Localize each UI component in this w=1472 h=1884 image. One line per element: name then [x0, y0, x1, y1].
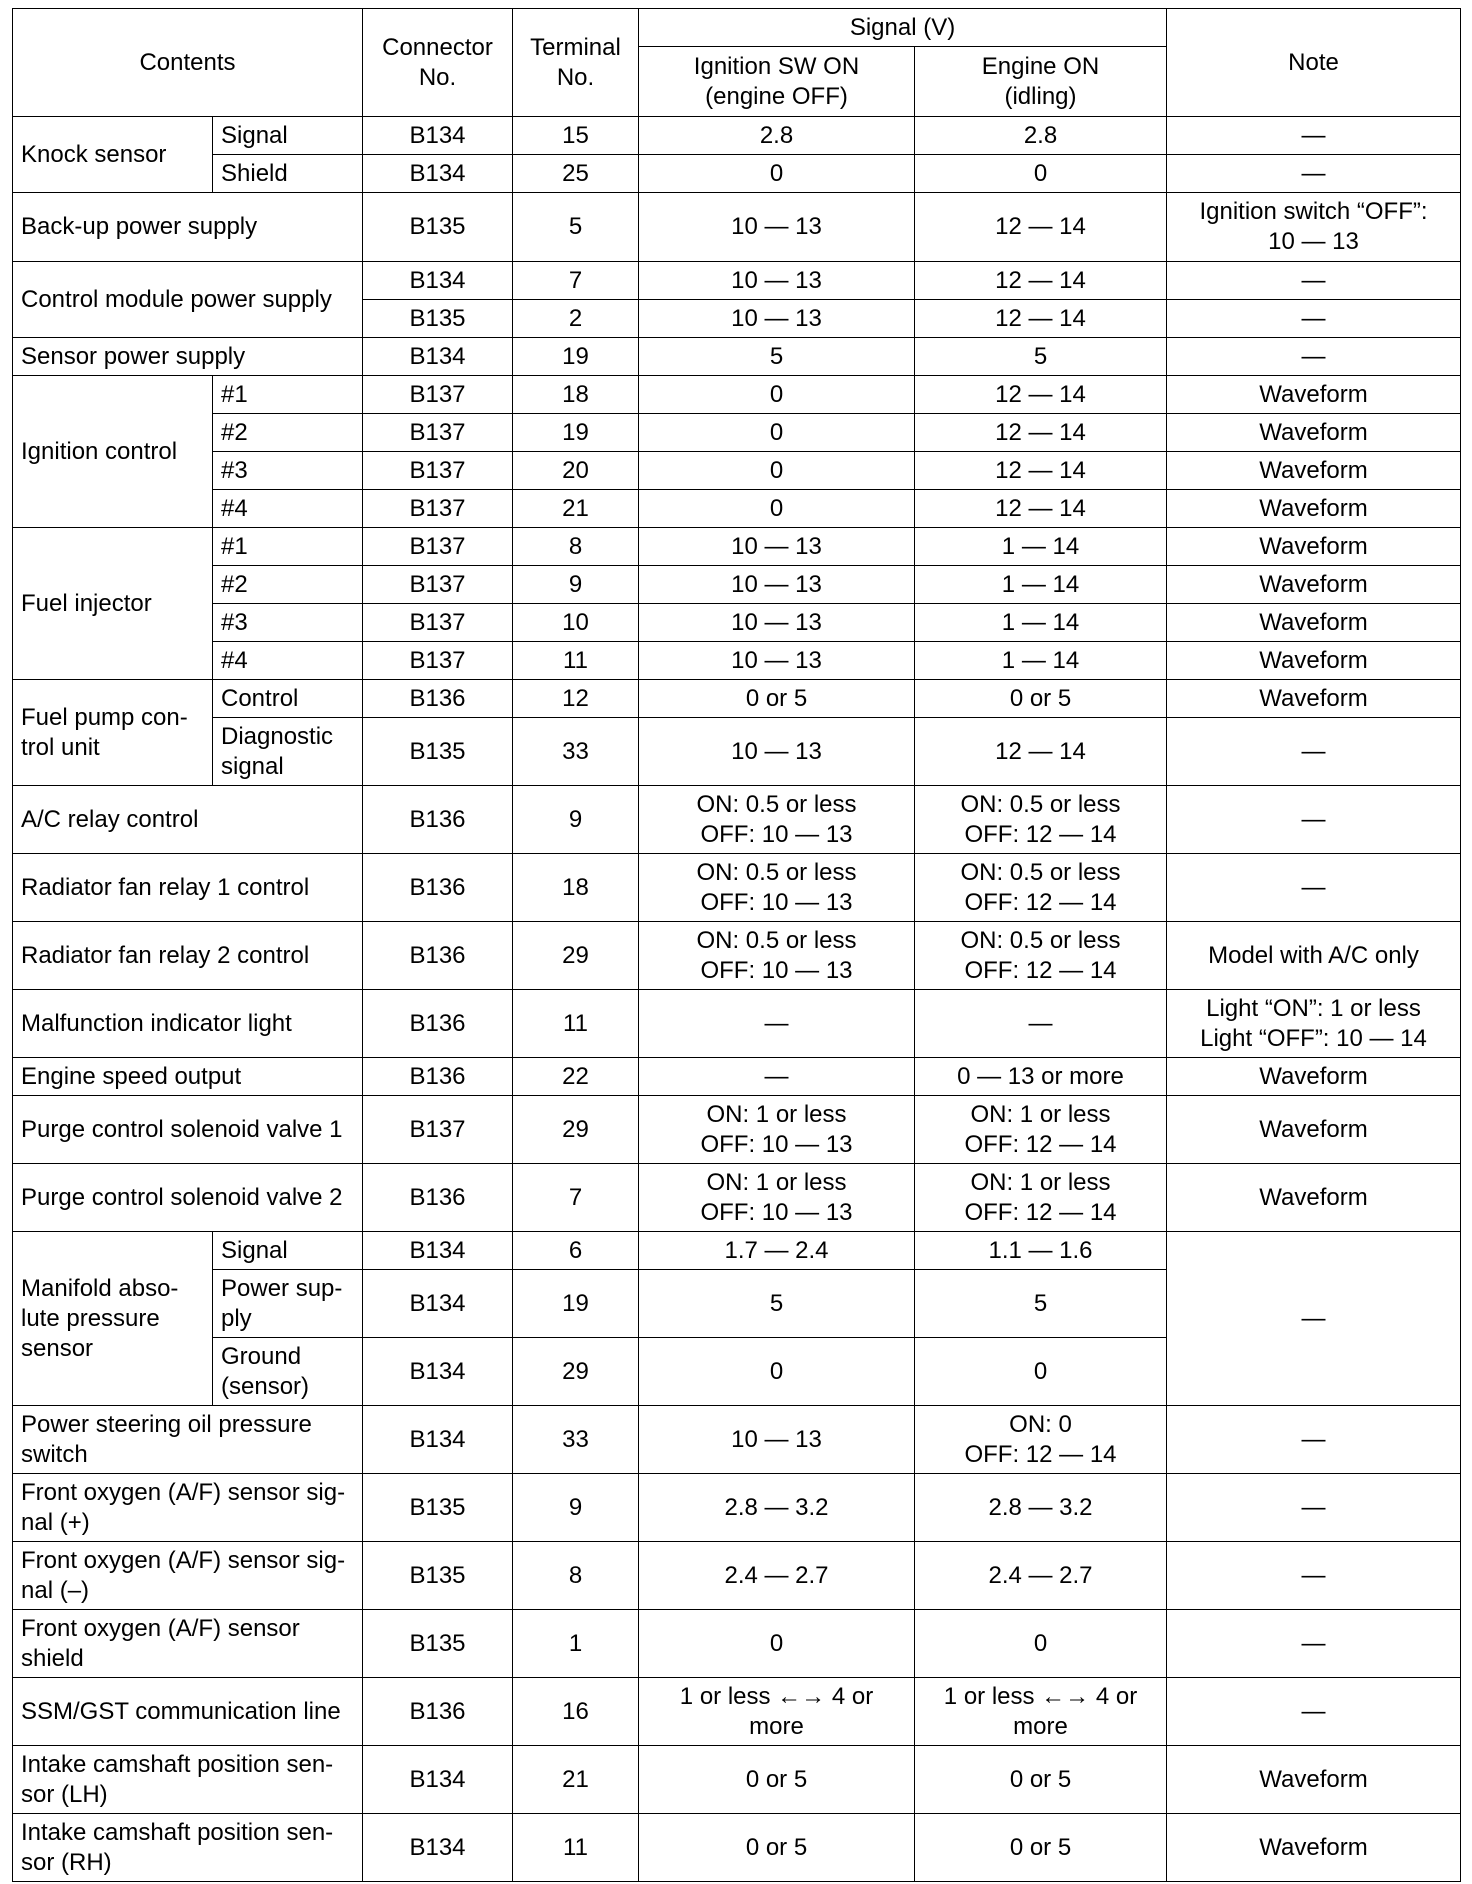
table-row: [13, 1406, 1461, 1474]
sub-label: #2: [213, 566, 363, 604]
group-label: A/C relay control: [13, 786, 363, 854]
connector-cell: B136: [363, 990, 513, 1058]
table-row: [13, 642, 1461, 680]
group-label: Intake camshaft position sen- sor (RH): [13, 1814, 363, 1882]
group-label: Purge control solenoid valve 2: [13, 1164, 363, 1232]
terminal-cell: 7: [513, 262, 639, 300]
engine-on-cell: 0 or 5: [915, 1746, 1167, 1814]
engine-on-cell: 12 — 14: [915, 414, 1167, 452]
ignition-on-cell: 10 — 13: [639, 300, 915, 338]
terminal-cell: 11: [513, 642, 639, 680]
sub-label: #4: [213, 490, 363, 528]
table-row: [13, 338, 1461, 376]
terminal-cell: 1: [513, 1610, 639, 1678]
connector-cell: B137: [363, 604, 513, 642]
terminal-cell: 5: [513, 193, 639, 262]
group-label: Fuel injector: [13, 528, 213, 680]
terminal-cell: 18: [513, 376, 639, 414]
table-row: [13, 1542, 1461, 1610]
table-row: [13, 1678, 1461, 1746]
ignition-on-cell: ON: 1 or less OFF: 10 — 13: [639, 1096, 915, 1164]
terminal-cell: 15: [513, 117, 639, 155]
note-cell: —: [1167, 1678, 1461, 1746]
ignition-on-cell: 10 — 13: [639, 642, 915, 680]
connector-cell: B136: [363, 1058, 513, 1096]
table-row: [13, 155, 1461, 193]
note-cell: Waveform: [1167, 680, 1461, 718]
group-label: Front oxygen (A/F) sensor sig- nal (+): [13, 1474, 363, 1542]
sub-label: #4: [213, 642, 363, 680]
table-row: [13, 452, 1461, 490]
connector-cell: B135: [363, 300, 513, 338]
terminal-cell: 11: [513, 990, 639, 1058]
ignition-on-cell: 5: [639, 338, 915, 376]
engine-on-cell: 0 — 13 or more: [915, 1058, 1167, 1096]
ignition-on-cell: 0: [639, 1338, 915, 1406]
note-cell: Waveform: [1167, 452, 1461, 490]
engine-on-cell: 2.8: [915, 117, 1167, 155]
terminal-cell: 20: [513, 452, 639, 490]
connector-cell: B135: [363, 718, 513, 786]
engine-on-cell: ON: 0.5 or less OFF: 12 — 14: [915, 922, 1167, 990]
ignition-on-cell: 0: [639, 376, 915, 414]
note-cell: —: [1167, 854, 1461, 922]
header-row-1: [13, 9, 1461, 47]
ignition-on-cell: —: [639, 990, 915, 1058]
ignition-on-cell: 2.8: [639, 117, 915, 155]
ignition-on-cell: 10 — 13: [639, 262, 915, 300]
header-terminal: Terminal No.: [513, 9, 639, 117]
terminal-cell: 22: [513, 1058, 639, 1096]
ignition-on-cell: —: [639, 1058, 915, 1096]
engine-on-cell: —: [915, 990, 1167, 1058]
connector-cell: B136: [363, 854, 513, 922]
note-cell: —: [1167, 300, 1461, 338]
connector-cell: B134: [363, 155, 513, 193]
connector-cell: B135: [363, 193, 513, 262]
engine-on-cell: 12 — 14: [915, 262, 1167, 300]
note-cell: Waveform: [1167, 566, 1461, 604]
connector-cell: B134: [363, 338, 513, 376]
engine-on-cell: 12 — 14: [915, 718, 1167, 786]
note-cell: —: [1167, 117, 1461, 155]
ignition-on-cell: ON: 0.5 or less OFF: 10 — 13: [639, 922, 915, 990]
sub-label: Power sup- ply: [213, 1270, 363, 1338]
connector-cell: B134: [363, 1746, 513, 1814]
terminal-cell: 21: [513, 1746, 639, 1814]
note-cell: Waveform: [1167, 1096, 1461, 1164]
ignition-on-cell: 0: [639, 414, 915, 452]
connector-cell: B134: [363, 1406, 513, 1474]
note-cell: Waveform: [1167, 1814, 1461, 1882]
connector-cell: B137: [363, 1096, 513, 1164]
sub-label: Diagnostic signal: [213, 718, 363, 786]
note-cell: —: [1167, 718, 1461, 786]
sub-label: #3: [213, 452, 363, 490]
table-row: [13, 490, 1461, 528]
table-row: [13, 528, 1461, 566]
note-cell: Waveform: [1167, 1746, 1461, 1814]
terminal-cell: 18: [513, 854, 639, 922]
engine-on-cell: 2.4 — 2.7: [915, 1542, 1167, 1610]
connector-cell: B134: [363, 117, 513, 155]
engine-on-cell: 0 or 5: [915, 680, 1167, 718]
sub-label: Ground (sensor): [213, 1338, 363, 1406]
sub-label: #1: [213, 528, 363, 566]
terminal-cell: 2: [513, 300, 639, 338]
engine-on-cell: 0 or 5: [915, 1814, 1167, 1882]
engine-on-cell: ON: 0.5 or less OFF: 12 — 14: [915, 786, 1167, 854]
engine-on-cell: 0: [915, 155, 1167, 193]
engine-on-cell: 0: [915, 1338, 1167, 1406]
header-signal: Signal (V): [639, 9, 1167, 47]
terminal-cell: 6: [513, 1232, 639, 1270]
ignition-on-cell: 10 — 13: [639, 528, 915, 566]
note-cell: Waveform: [1167, 528, 1461, 566]
group-label: Knock sensor: [13, 117, 213, 193]
engine-on-cell: 12 — 14: [915, 300, 1167, 338]
engine-on-cell: 12 — 14: [915, 452, 1167, 490]
note-cell: Waveform: [1167, 376, 1461, 414]
terminal-cell: 8: [513, 528, 639, 566]
note-cell: Waveform: [1167, 490, 1461, 528]
terminal-cell: 10: [513, 604, 639, 642]
group-label: Sensor power supply: [13, 338, 363, 376]
ignition-on-cell: 0: [639, 452, 915, 490]
table-row: [13, 718, 1461, 786]
note-cell: Waveform: [1167, 604, 1461, 642]
engine-on-cell: ON: 0.5 or less OFF: 12 — 14: [915, 854, 1167, 922]
table-row: [13, 193, 1461, 262]
terminal-cell: 9: [513, 1474, 639, 1542]
note-cell: Light “ON”: 1 or less Light “OFF”: 10 — 14: [1167, 990, 1461, 1058]
table-row: [13, 376, 1461, 414]
ignition-on-cell: ON: 0.5 or less OFF: 10 — 13: [639, 786, 915, 854]
note-cell: —: [1167, 338, 1461, 376]
terminal-cell: 8: [513, 1542, 639, 1610]
table-row: [13, 1610, 1461, 1678]
ignition-on-cell: 10 — 13: [639, 1406, 915, 1474]
terminal-cell: 29: [513, 922, 639, 990]
engine-on-cell: ON: 0 OFF: 12 — 14: [915, 1406, 1167, 1474]
sub-label: Signal: [213, 1232, 363, 1270]
terminal-cell: 33: [513, 718, 639, 786]
connector-cell: B134: [363, 262, 513, 300]
group-label: Manifold abso- lute pressure sensor: [13, 1232, 213, 1406]
engine-on-cell: ON: 1 or less OFF: 12 — 14: [915, 1096, 1167, 1164]
table-row: [13, 786, 1461, 854]
engine-on-cell: ON: 1 or less OFF: 12 — 14: [915, 1164, 1167, 1232]
terminal-cell: 19: [513, 338, 639, 376]
ignition-on-cell: 0 or 5: [639, 1746, 915, 1814]
engine-on-cell: 1 — 14: [915, 642, 1167, 680]
table-row: [13, 922, 1461, 990]
connector-cell: B136: [363, 680, 513, 718]
note-cell: —: [1167, 1474, 1461, 1542]
connector-cell: B137: [363, 376, 513, 414]
terminal-cell: 19: [513, 1270, 639, 1338]
ignition-on-cell: 2.8 — 3.2: [639, 1474, 915, 1542]
group-label: Malfunction indicator light: [13, 990, 363, 1058]
connector-cell: B136: [363, 1678, 513, 1746]
ignition-on-cell: ON: 0.5 or less OFF: 10 — 13: [639, 854, 915, 922]
connector-cell: B135: [363, 1474, 513, 1542]
engine-on-cell: 5: [915, 1270, 1167, 1338]
engine-on-cell: 1 — 14: [915, 604, 1167, 642]
engine-on-cell: 1 — 14: [915, 528, 1167, 566]
note-cell: Waveform: [1167, 1058, 1461, 1096]
group-label: Control module power supply: [13, 262, 363, 338]
terminal-cell: 19: [513, 414, 639, 452]
header-contents: Contents: [13, 9, 363, 117]
table-row: [13, 1746, 1461, 1814]
group-label: Radiator fan relay 1 control: [13, 854, 363, 922]
header-connector: Connector No.: [363, 9, 513, 117]
connector-cell: B137: [363, 490, 513, 528]
header-ignition-sw-on: Ignition SW ON (engine OFF): [639, 47, 915, 117]
connector-cell: B137: [363, 566, 513, 604]
connector-cell: B134: [363, 1232, 513, 1270]
terminal-cell: 9: [513, 786, 639, 854]
engine-on-cell: 2.8 — 3.2: [915, 1474, 1167, 1542]
note-cell: —: [1167, 1610, 1461, 1678]
terminal-cell: 21: [513, 490, 639, 528]
connector-cell: B136: [363, 786, 513, 854]
note-cell: —: [1167, 1542, 1461, 1610]
terminal-cell: 7: [513, 1164, 639, 1232]
connector-cell: B137: [363, 414, 513, 452]
engine-on-cell: 0: [915, 1610, 1167, 1678]
connector-cell: B136: [363, 1164, 513, 1232]
ignition-on-cell: 2.4 — 2.7: [639, 1542, 915, 1610]
group-label: Back-up power supply: [13, 193, 363, 262]
engine-on-cell: 12 — 14: [915, 376, 1167, 414]
note-cell: —: [1167, 1232, 1461, 1406]
terminal-cell: 9: [513, 566, 639, 604]
terminal-cell: 25: [513, 155, 639, 193]
connector-cell: B137: [363, 452, 513, 490]
ignition-on-cell: 0: [639, 1610, 915, 1678]
terminal-cell: 29: [513, 1338, 639, 1406]
ignition-on-cell: 10 — 13: [639, 718, 915, 786]
note-cell: —: [1167, 1406, 1461, 1474]
connector-cell: B134: [363, 1814, 513, 1882]
connector-cell: B135: [363, 1610, 513, 1678]
ignition-on-cell: 0: [639, 155, 915, 193]
group-label: Front oxygen (A/F) sensor sig- nal (–): [13, 1542, 363, 1610]
terminal-cell: 29: [513, 1096, 639, 1164]
table-row: [13, 1474, 1461, 1542]
ignition-on-cell: 5: [639, 1270, 915, 1338]
table-row: [13, 262, 1461, 300]
table-row: [13, 1096, 1461, 1164]
table-row: [13, 1164, 1461, 1232]
sub-label: #3: [213, 604, 363, 642]
table-row: [13, 990, 1461, 1058]
engine-on-cell: 12 — 14: [915, 193, 1167, 262]
table-row: [13, 1232, 1461, 1270]
table-row: [13, 414, 1461, 452]
ignition-on-cell: 10 — 13: [639, 193, 915, 262]
group-label: Fuel pump con- trol unit: [13, 680, 213, 786]
table-row: [13, 604, 1461, 642]
ignition-on-cell: ON: 1 or less OFF: 10 — 13: [639, 1164, 915, 1232]
table-row: [13, 1058, 1461, 1096]
group-label: Power steering oil pressure switch: [13, 1406, 363, 1474]
header-engine-on: Engine ON (idling): [915, 47, 1167, 117]
sub-label: Shield: [213, 155, 363, 193]
ignition-on-cell: 0: [639, 490, 915, 528]
ignition-on-cell: 1 or less ←→ 4 or more: [639, 1678, 915, 1746]
terminal-cell: 12: [513, 680, 639, 718]
ignition-on-cell: 1.7 — 2.4: [639, 1232, 915, 1270]
engine-on-cell: 1.1 — 1.6: [915, 1232, 1167, 1270]
ignition-on-cell: 10 — 13: [639, 566, 915, 604]
table-row: [13, 566, 1461, 604]
sub-label: Control: [213, 680, 363, 718]
group-label: SSM/GST communication line: [13, 1678, 363, 1746]
sub-label: #1: [213, 376, 363, 414]
engine-on-cell: 5: [915, 338, 1167, 376]
group-label: Radiator fan relay 2 control: [13, 922, 363, 990]
connector-cell: B134: [363, 1270, 513, 1338]
connector-cell: B134: [363, 1338, 513, 1406]
engine-on-cell: 1 — 14: [915, 566, 1167, 604]
note-cell: —: [1167, 155, 1461, 193]
table-row: [13, 854, 1461, 922]
note-cell: Waveform: [1167, 1164, 1461, 1232]
note-cell: Model with A/C only: [1167, 922, 1461, 990]
note-cell: —: [1167, 786, 1461, 854]
terminal-voltage-table: [12, 8, 1461, 1882]
note-cell: Waveform: [1167, 414, 1461, 452]
connector-cell: B137: [363, 528, 513, 566]
sub-label: #2: [213, 414, 363, 452]
group-label: Front oxygen (A/F) sensor shield: [13, 1610, 363, 1678]
group-label: Engine speed output: [13, 1058, 363, 1096]
group-label: Purge control solenoid valve 1: [13, 1096, 363, 1164]
terminal-cell: 11: [513, 1814, 639, 1882]
note-cell: —: [1167, 262, 1461, 300]
ignition-on-cell: 10 — 13: [639, 604, 915, 642]
table-row: [13, 117, 1461, 155]
engine-on-cell: 12 — 14: [915, 490, 1167, 528]
table-row: [13, 680, 1461, 718]
ignition-on-cell: 0 or 5: [639, 1814, 915, 1882]
sub-label: Signal: [213, 117, 363, 155]
note-cell: Waveform: [1167, 642, 1461, 680]
terminal-cell: 33: [513, 1406, 639, 1474]
connector-cell: B136: [363, 922, 513, 990]
ignition-on-cell: 0 or 5: [639, 680, 915, 718]
header-note: Note: [1167, 9, 1461, 117]
terminal-cell: 16: [513, 1678, 639, 1746]
connector-cell: B137: [363, 642, 513, 680]
engine-on-cell: 1 or less ←→ 4 or more: [915, 1678, 1167, 1746]
note-cell: Ignition switch “OFF”: 10 — 13: [1167, 193, 1461, 262]
group-label: Ignition control: [13, 376, 213, 528]
table-row: [13, 1814, 1461, 1882]
connector-cell: B135: [363, 1542, 513, 1610]
group-label: Intake camshaft position sen- sor (LH): [13, 1746, 363, 1814]
